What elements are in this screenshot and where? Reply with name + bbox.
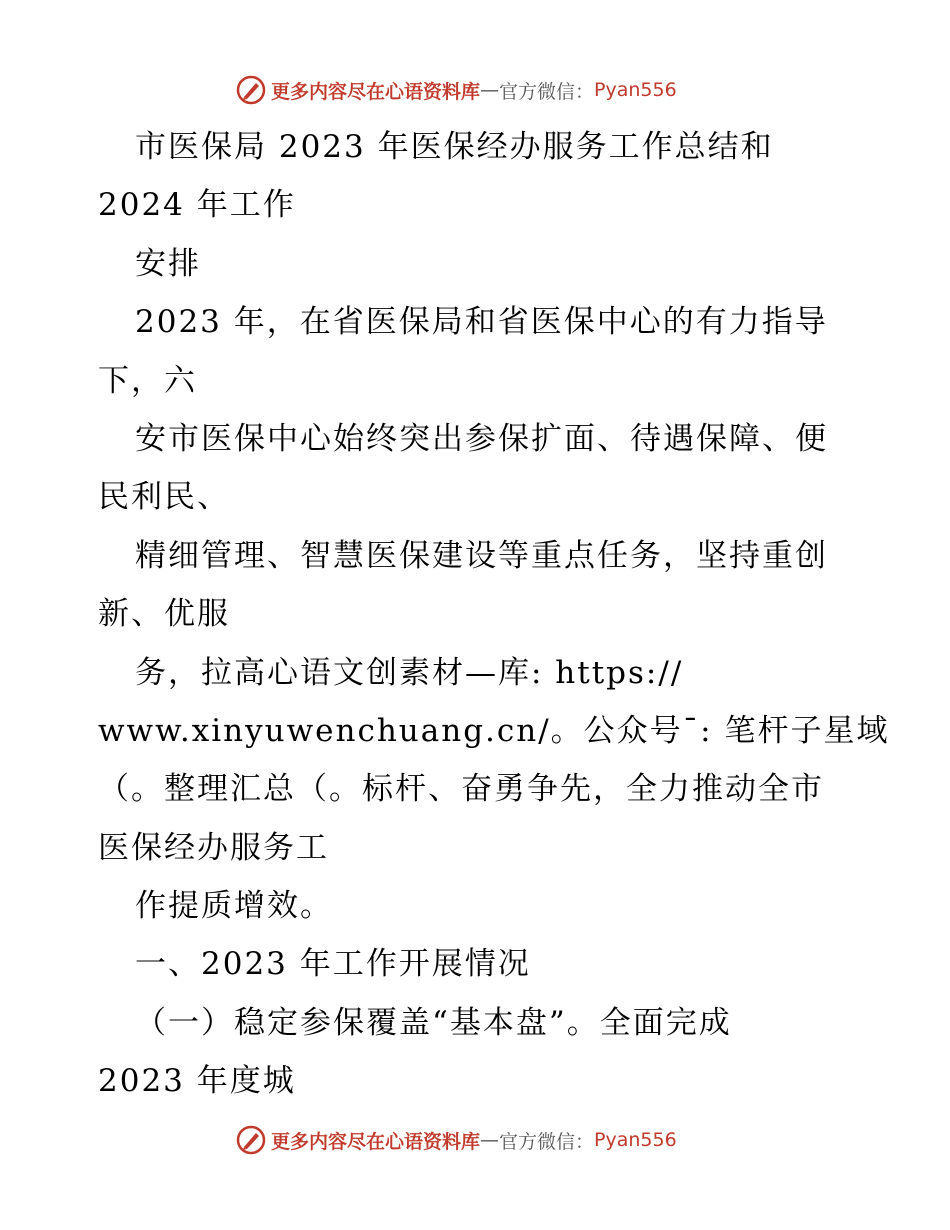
pen-logo-icon [235,74,267,106]
paragraph-line: 作提质增效。 [135,888,333,925]
paragraph-line: www.xinyuwenchuang.cn/。公众号¯: 笔杆子星域 [98,712,890,749]
footer-watermark [235,1123,677,1157]
paragraph-line: 精细管理、智慧医保建设等重点任务，坚持重创 [135,537,828,574]
header-watermark [235,73,677,107]
paragraph-line: 2023 年，在省医保局和省医保中心的有力指导 [135,304,828,341]
paragraph-line: 务，拉高心语文创素材—库: https:// [135,654,684,691]
watermark-official-label: 官方微信： [499,80,595,103]
document-title-line: 市医保局 2023 年医保经办服务工作总结和 [135,129,774,165]
watermark-dash: — [480,1129,500,1151]
paragraph-line: 下，六 [98,362,197,399]
watermark-dash: — [480,79,500,101]
paragraph-line: 医保经办服务工 [98,829,329,866]
watermark-official-label: 官方微信： [499,1130,595,1153]
watermark-text: 更多内容尽在心语资料库 [271,1130,481,1153]
paragraph-line: 民利民、 [98,479,230,516]
watermark-text: 更多内容尽在心语资料库 [271,80,481,103]
watermark-wechat-id: Pyan556 [594,1129,677,1151]
subsection-heading: （一）稳定参保覆盖“基本盘”。全面完成 [135,1004,732,1041]
document-title-line: 安排 [135,245,201,282]
paragraph-line: 2023 年度城 [98,1063,296,1100]
paragraph-line: 新、优服 [98,596,230,633]
document-title-line: 2024 年工作 [98,187,296,224]
section-heading: 一、2023 年工作开展情况 [135,946,531,983]
paragraph-line: 安市医保中心始终突出参保扩面、待遇保障、便 [135,420,828,457]
document-body [98,118,890,1111]
pen-logo-icon [235,1124,267,1156]
watermark-wechat-id: Pyan556 [594,79,677,101]
paragraph-line: （。整理汇总（。标杆、奋勇争先，全力推动全市 [98,771,824,808]
